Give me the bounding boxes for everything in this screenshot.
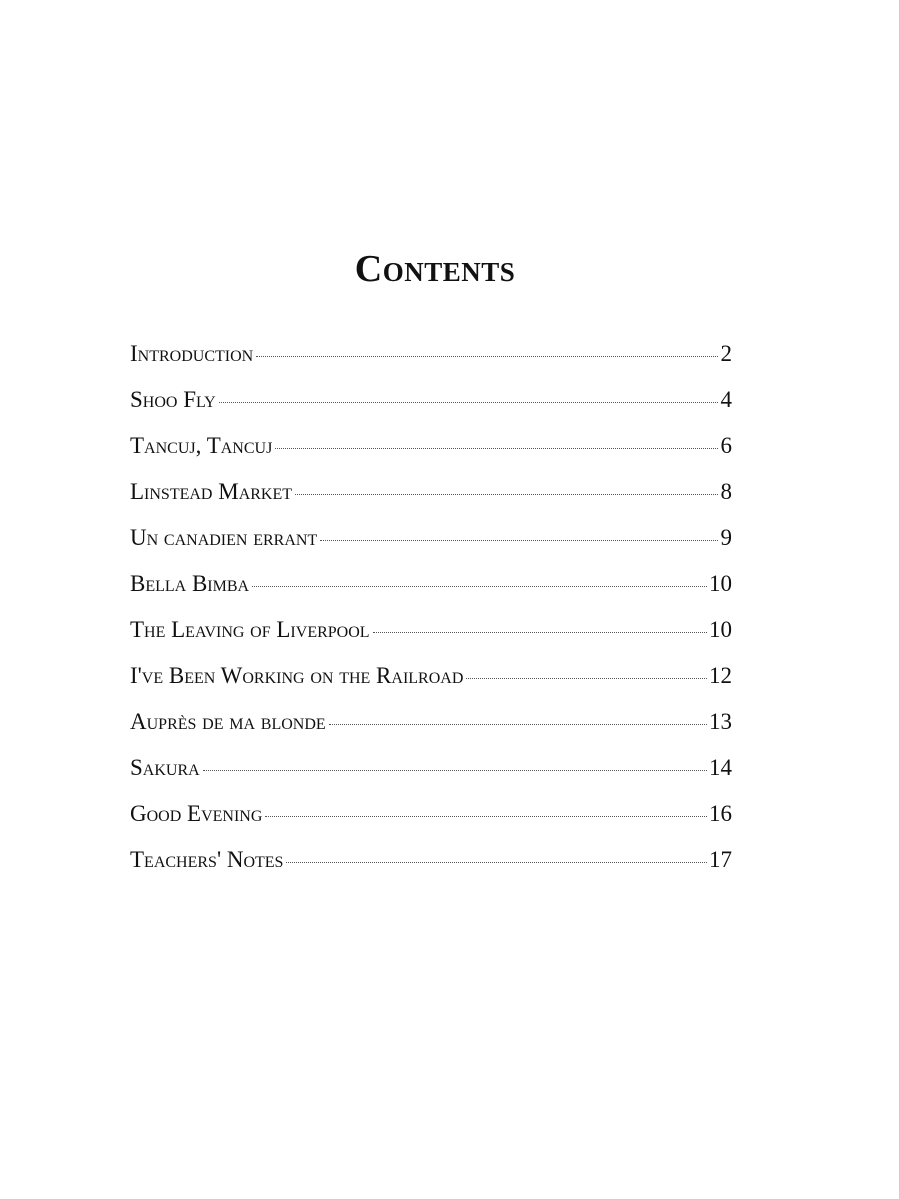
- page-title: Contents: [354, 248, 516, 290]
- toc-entry-good-evening: [130, 796, 732, 842]
- toc-entry-label: I've Been Working on the Railroad: [130, 663, 464, 688]
- toc-entry-label: Good Evening: [130, 801, 263, 826]
- toc-entry-shoo-fly: [130, 382, 732, 428]
- toc-page-number: 9: [720, 525, 732, 550]
- toc-dot-leader: [252, 586, 707, 587]
- toc-page-number: 4: [720, 387, 732, 412]
- toc-page-number: 8: [720, 479, 732, 504]
- toc-entry-introduction: [130, 336, 732, 382]
- toc-entry-label: Un canadien errant: [130, 525, 318, 550]
- toc-entry-label: Sakura: [130, 755, 200, 780]
- toc-dot-leader: [320, 540, 718, 541]
- table-of-contents: [130, 336, 732, 888]
- toc-entry-tancuj-tancuj: [130, 428, 732, 474]
- toc-dot-leader: [275, 448, 718, 449]
- toc-page-number: 16: [709, 801, 732, 826]
- toc-entry-teachers-notes: [130, 842, 732, 888]
- toc-dot-leader: [256, 356, 718, 357]
- toc-entry-railroad: [130, 658, 732, 704]
- toc-dot-leader: [286, 862, 707, 863]
- toc-entry-label: Linstead Market: [130, 479, 293, 504]
- toc-entry-bella-bimba: [130, 566, 732, 612]
- toc-page-number: 10: [709, 571, 732, 596]
- toc-entry-label: Tancuj, Tancuj: [130, 433, 273, 458]
- toc-page-number: 2: [720, 341, 732, 366]
- toc-page-number: 6: [720, 433, 732, 458]
- toc-entry-linstead-market: [130, 474, 732, 520]
- toc-page-number: 17: [709, 847, 732, 872]
- toc-entry-label: Bella Bimba: [130, 571, 250, 596]
- toc-page-number: 10: [709, 617, 732, 642]
- toc-entry-un-canadien-errant: [130, 520, 732, 566]
- toc-page-number: 14: [709, 755, 732, 780]
- toc-entry-label: Teachers' Notes: [130, 847, 284, 872]
- toc-dot-leader: [219, 402, 718, 403]
- toc-entry-label: Introduction: [130, 341, 254, 366]
- toc-entry-label: Shoo Fly: [130, 387, 216, 412]
- toc-entry-label: Auprès de ma blonde: [130, 709, 326, 734]
- toc-page-number: 13: [709, 709, 732, 734]
- toc-dot-leader: [203, 770, 707, 771]
- toc-dot-leader: [373, 632, 707, 633]
- toc-entry-label: The Leaving of Liverpool: [130, 617, 370, 642]
- toc-dot-leader: [329, 724, 707, 725]
- toc-dot-leader: [466, 678, 707, 679]
- toc-dot-leader: [295, 494, 718, 495]
- toc-entry-the-leaving-of-liverpool: [130, 612, 732, 658]
- toc-entry-aupres-de-ma-blonde: [130, 704, 732, 750]
- toc-entry-sakura: [130, 750, 732, 796]
- toc-dot-leader: [265, 816, 707, 817]
- toc-page-number: 12: [709, 663, 732, 688]
